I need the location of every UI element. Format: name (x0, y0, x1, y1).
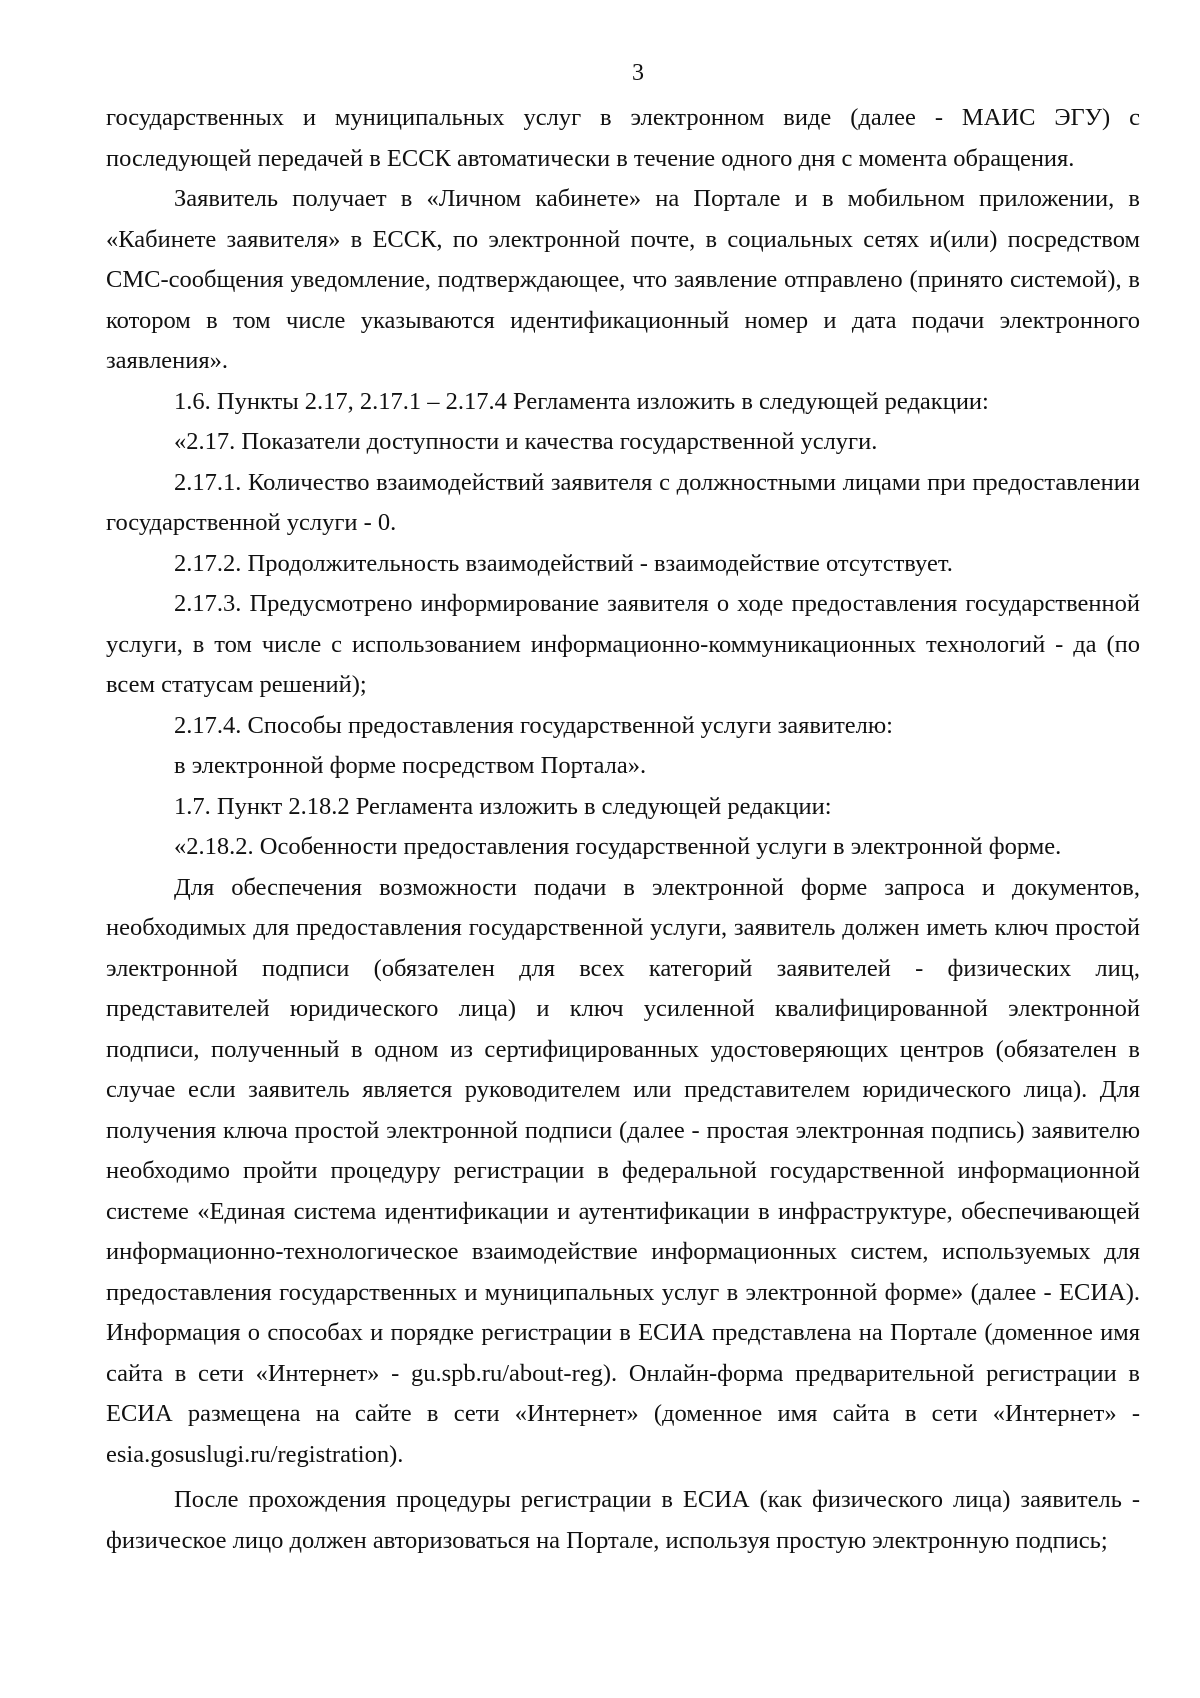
document-body (106, 98, 1140, 1561)
paragraph-applicant-notification: Заявитель получает в «Личном кабинете» на Портале и в мобильном приложении, в «Кабинете заявителя» в ЕССК, по электронной почте, в социальных сетях и(или) посредством СМС-сообщения уведомление, подтверждающее, что заявление отправлено (принято системой), в котором в том числе указываются идентификационный номер и дата подачи электронного заявления». (106, 185, 1140, 374)
paragraph-2-17-4: 2.17.4. Способы предоставления государственной услуги заявителю: (174, 711, 893, 739)
paragraph-2-17-2: 2.17.2. Продолжительность взаимодействий - взаимодействие отсутствует. (174, 549, 953, 577)
paragraph-esia-registration: Для обеспечения возможности подачи в электронной форме запроса и документов, необходимых для предоставления государственной услуги, заявитель должен иметь ключ простой электронной подписи (обязателен для всех категорий заявителей - физических лиц, представителей юридического лица) и ключ усиленной квалифицированной электронной подписи, полученный в одном из сертифицированных удостоверяющих центров (обязателен в случае если заявитель является руководителем или представителем юридического лица). Для получения ключа простой электронной подписи (далее - простая электронная подпись) заявителю необходимо пройти процедуру регистрации в федеральной государственной информационной системе «Единая система идентификации и аутентификации в инфраструктуре, обеспечивающей информационно-технологическое взаимодействие информационных систем, используемых для предоставления государственных и муниципальных услуг в электронной форме» (далее - ЕСИА). Информация о способах и порядке регистрации в ЕСИА представлена на Портале (доменное имя сайта в сети «Интернет» - gu.spb.ru/about-reg). Онлайн-форма предварительной регистрации в ЕСИА размещена на сайте в сети «Интернет» (доменное имя сайта в сети «Интернет» - esia.gosuslugi.ru/registration). (106, 873, 1140, 1468)
paragraph-after-registration: После прохождения процедуры регистрации в ЕСИА (как физического лица) заявитель - физическое лицо должен авторизоваться на Портале, используя простую электронную подпись; (106, 1486, 1140, 1554)
paragraph-2-17-3: 2.17.3. Предусмотрено информирование заявителя о ходе предоставления государственной услуги, в том числе с использованием информационно-коммуникационных технологий - да (по всем статусам решений); (106, 590, 1140, 698)
page-number: 3 (632, 60, 644, 86)
paragraph-2-18-2: «2.18.2. Особенности предоставления государственной услуги в электронной форме. (174, 833, 1062, 860)
paragraph-item-1-6: 1.6. Пункты 2.17, 2.17.1 – 2.17.4 Регламента изложить в следующей редакции: (174, 387, 989, 415)
paragraph-2-17: «2.17. Показатели доступности и качества государственной услуги. (174, 428, 878, 455)
paragraph-2-17-1: 2.17.1. Количество взаимодействий заявителя с должностными лицами при предоставлении государственной услуги - 0. (106, 468, 1140, 536)
paragraph-item-1-7: 1.7. Пункт 2.18.2 Регламента изложить в следующей редакции: (174, 792, 832, 820)
paragraph-electronic-form: в электронной форме посредством Портала». (174, 752, 647, 779)
paragraph-continuation: государственных и муниципальных услуг в электронном виде (далее - МАИС ЭГУ) с последующей передачей в ЕССК автоматически в течение одного дня с момента обращения. (106, 104, 1140, 172)
